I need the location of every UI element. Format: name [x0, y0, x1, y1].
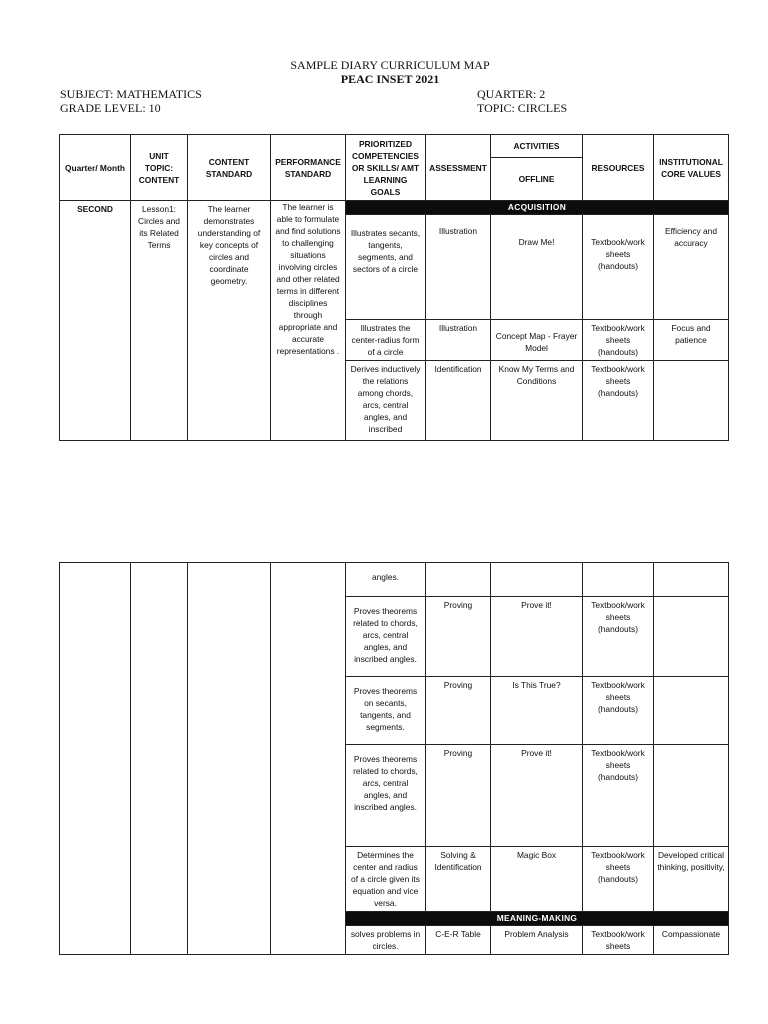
- assessment-cell: Proving: [426, 745, 491, 847]
- header-offline-label: OFFLINE: [518, 174, 555, 184]
- resources-cell: Textbook/work sheets (handouts): [583, 320, 654, 361]
- header-unit-topic: UNIT TOPIC: CONTENT: [131, 135, 188, 201]
- assessment-cell: Identification: [426, 361, 491, 441]
- quarter-label: QUARTER: 2: [477, 87, 546, 101]
- activity-cell: Is This True?: [491, 677, 583, 745]
- core-values-cell: Developed critical thinking, positivity,: [654, 847, 729, 912]
- curriculum-map-table-page1: [59, 134, 729, 441]
- assessment-cell: C-E-R Table: [426, 926, 491, 955]
- activity-cell: Draw Me!: [491, 215, 583, 320]
- competency-cell: Proves theorems related to chords, arcs, central angles, and inscribed angles.: [346, 597, 426, 677]
- grade-level-label: GRADE LEVEL: 10: [60, 101, 161, 115]
- core-values-cell: Focus and patience: [654, 320, 729, 361]
- assessment-cell: Illustration: [426, 215, 491, 320]
- competency-cell: Proves theorems related to chords, arcs, central angles, and inscribed angles.: [346, 745, 426, 847]
- subject-label: SUBJECT: MATHEMATICS: [60, 87, 202, 101]
- resources-cell: Textbook/work sheets (handouts): [583, 215, 654, 320]
- resources-cell: Textbook/work sheets: [583, 926, 654, 955]
- document-title: SAMPLE DIARY CURRICULUM MAP: [290, 58, 490, 72]
- header-resources: RESOURCES: [583, 135, 654, 201]
- competency-cell: Illustrates secants, tangents, segments, and sectors of a circle: [346, 215, 426, 320]
- unit-topic-cell: Lesson1: Circles and its Related Terms: [131, 201, 188, 441]
- section-bar-acquisition: ACQUISITION: [346, 201, 729, 215]
- competency-cell: solves problems in circles.: [346, 926, 426, 955]
- resources-cell: [583, 563, 654, 597]
- resources-cell: Textbook/work sheets (handouts): [583, 677, 654, 745]
- unit-topic-cell: [131, 563, 188, 955]
- header-activities: [491, 135, 583, 201]
- header-performance-standard: PERFORMANCE STANDARD: [271, 135, 346, 201]
- competency-cell: angles.: [346, 563, 426, 597]
- header-quarter-month: Quarter/ Month: [60, 135, 131, 201]
- assessment-cell: Proving: [426, 597, 491, 677]
- assessment-cell: Illustration: [426, 320, 491, 361]
- competency-cell: Determines the center and radius of a circle given its equation and vice versa.: [346, 847, 426, 912]
- activity-cell: Prove it!: [491, 597, 583, 677]
- performance-standard-cell: [271, 563, 346, 955]
- activity-cell: Know My Terms and Conditions: [491, 361, 583, 441]
- core-values-cell: Efficiency and accuracy: [654, 215, 729, 320]
- performance-standard-cell: The learner is able to formulate and find solutions to challenging situations involving circles and other related terms in different disciplines through appropriate and accurate representations .: [271, 201, 346, 441]
- resources-cell: Textbook/work sheets (handouts): [583, 745, 654, 847]
- core-values-cell: [654, 361, 729, 441]
- activity-cell: Magic Box: [491, 847, 583, 912]
- topic-label: TOPIC: CIRCLES: [477, 101, 568, 115]
- core-values-cell: [654, 677, 729, 745]
- resources-cell: Textbook/work sheets (handouts): [583, 361, 654, 441]
- assessment-cell: Solving & Identification: [426, 847, 491, 912]
- core-values-cell: [654, 745, 729, 847]
- quarter-cell: [60, 563, 131, 955]
- activity-cell: Problem Analysis: [491, 926, 583, 955]
- header-competencies: PRIORITIZED COMPETENCIES OR SKILLS/ AMT LEARNING GOALS: [346, 135, 426, 201]
- competency-cell: Illustrates the center-radius form of a circle: [346, 320, 426, 361]
- curriculum-map-table-page2: [59, 562, 729, 955]
- activity-cell: Prove it!: [491, 745, 583, 847]
- core-values-cell: [654, 563, 729, 597]
- quarter-cell: SECOND: [60, 201, 131, 441]
- header-activities-label: ACTIVITIES: [491, 135, 582, 158]
- header-assessment: ASSESSMENT: [426, 135, 491, 201]
- assessment-cell: Proving: [426, 677, 491, 745]
- section-bar-meaning-making: MEANING-MAKING: [346, 912, 729, 926]
- header-core-values: INSTITUTIONAL CORE VALUES: [654, 135, 729, 201]
- resources-cell: Textbook/work sheets (handouts): [583, 847, 654, 912]
- competency-cell: Derives inductively the relations among chords, arcs, central angles, and inscribed: [346, 361, 426, 441]
- activity-cell: Concept Map - Frayer Model: [491, 320, 583, 361]
- activity-cell: [491, 563, 583, 597]
- content-standard-cell: [188, 563, 271, 955]
- content-standard-cell: The learner demonstrates understanding of key concepts of circles and coordinate geometry.: [188, 201, 271, 441]
- assessment-cell: [426, 563, 491, 597]
- resources-cell: Textbook/work sheets (handouts): [583, 597, 654, 677]
- core-values-cell: Compassionate: [654, 926, 729, 955]
- core-values-cell: [654, 597, 729, 677]
- document-subtitle: PEAC INSET 2021: [340, 72, 440, 86]
- header-content-standard: CONTENT STANDARD: [188, 135, 271, 201]
- competency-cell: Proves theorems on secants, tangents, and segments.: [346, 677, 426, 745]
